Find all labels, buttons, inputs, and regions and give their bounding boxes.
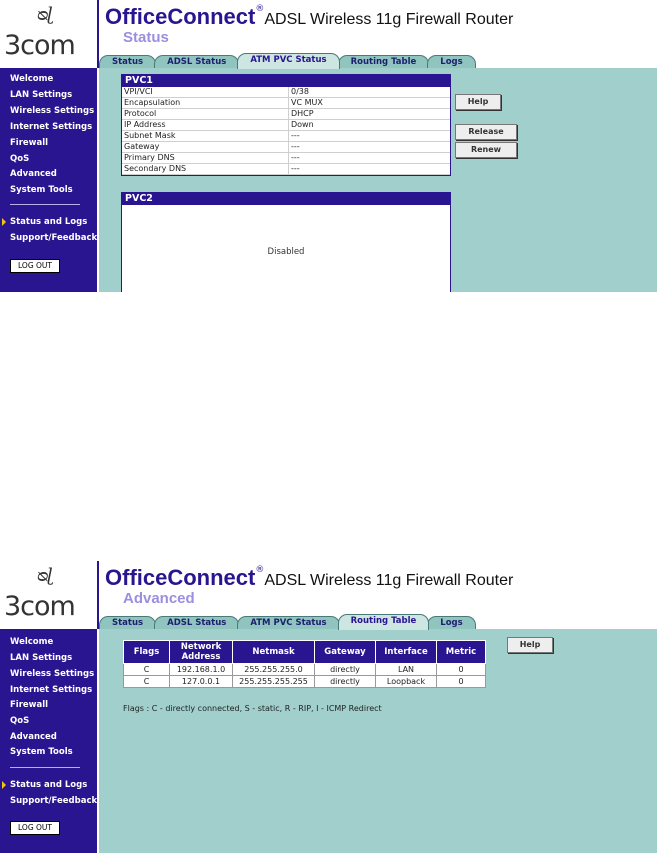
row-label: Protocol [122, 109, 289, 120]
sidebar-item-advanced[interactable]: Advanced [10, 169, 57, 179]
table-row [124, 664, 486, 676]
sidebar-item-wireless-settings[interactable]: Wireless Settings [10, 669, 95, 679]
pvc1-panel [121, 74, 451, 176]
row-label: Gateway [122, 142, 289, 153]
sidebar [0, 629, 97, 853]
sidebar-item-lan-settings[interactable]: LAN Settings [10, 90, 73, 100]
brand-subtitle: ADSL Wireless 11g Firewall Router [264, 11, 514, 28]
row-value: --- [289, 131, 451, 142]
logo [0, 561, 97, 629]
tab-logs[interactable]: Logs [427, 616, 475, 630]
header [99, 0, 657, 68]
cell: C [124, 664, 170, 676]
sidebar-item-qos[interactable]: QoS [10, 716, 30, 726]
sidebar-item-status-and-logs[interactable]: Status and Logs [10, 217, 88, 227]
sidebar-divider [10, 204, 80, 205]
brand-product: OfficeConnect [105, 4, 256, 29]
sidebar-item-wireless-settings[interactable]: Wireless Settings [10, 106, 95, 116]
tab-atm-pvc-status[interactable]: ATM PVC Status [237, 616, 339, 630]
sidebar-item-welcome[interactable]: Welcome [10, 74, 54, 84]
page-title: Status [123, 29, 169, 46]
pvc1-table [122, 87, 450, 175]
table-row [122, 109, 450, 120]
table-row [122, 153, 450, 164]
tab-adsl-status[interactable]: ADSL Status [154, 55, 239, 69]
sidebar-item-internet-settings[interactable]: Internet Settings [10, 685, 93, 695]
col-metric: Metric [437, 641, 486, 664]
row-value: --- [289, 164, 451, 175]
release-button[interactable]: Release [455, 124, 517, 140]
cell: Loopback [376, 676, 437, 688]
tab-status[interactable]: Status [99, 55, 156, 69]
tab-logs[interactable]: Logs [427, 55, 475, 69]
flags-legend: Flags : C - directly connected, S - static, R - RIP, I - ICMP Redirect [123, 704, 382, 713]
cell: 192.168.1.0 [170, 664, 233, 676]
col-netmask: Netmask [233, 641, 315, 664]
cell: 0 [437, 676, 486, 688]
tab-status[interactable]: Status [99, 616, 156, 630]
logo-text: 3com [4, 591, 75, 622]
sidebar-divider [10, 767, 80, 768]
col-gateway: Gateway [315, 641, 376, 664]
cell: 127.0.0.1 [170, 676, 233, 688]
brand-subtitle: ADSL Wireless 11g Firewall Router [264, 572, 514, 589]
tab-adsl-status[interactable]: ADSL Status [154, 616, 239, 630]
brand-reg: ® [255, 4, 265, 14]
tab-routing-table[interactable]: Routing Table [338, 614, 430, 630]
tab-atm-pvc-status[interactable]: ATM PVC Status [237, 53, 339, 69]
row-label: IP Address [122, 120, 289, 131]
col-interface: Interface [376, 641, 437, 664]
main-content [99, 68, 657, 292]
logo-mark: ᴓɭ [37, 4, 52, 25]
sidebar [0, 68, 97, 292]
logout-button[interactable]: LOG OUT [10, 821, 60, 835]
logo [0, 0, 97, 68]
screenshot-status [0, 0, 657, 292]
brand-title [105, 565, 513, 591]
page-title: Advanced [123, 590, 195, 607]
screenshot-routing-table [0, 561, 657, 853]
sidebar-item-support-feedback[interactable]: Support/Feedback [10, 796, 98, 806]
pvc2-panel [121, 192, 451, 292]
cell: 0 [437, 664, 486, 676]
brand-title [105, 4, 513, 30]
brand-reg: ® [255, 565, 265, 575]
logo-mark: ᴓɭ [37, 565, 52, 586]
table-row [122, 87, 450, 98]
row-label: Primary DNS [122, 153, 289, 164]
row-label: VPI/VCI [122, 87, 289, 98]
cell: 255.255.255.0 [233, 664, 315, 676]
cell: C [124, 676, 170, 688]
header [99, 561, 657, 629]
row-label: Encapsulation [122, 98, 289, 109]
row-value: VC MUX [289, 98, 451, 109]
col-flags: Flags [124, 641, 170, 664]
table-row [122, 164, 450, 175]
row-value: DHCP [289, 109, 451, 120]
table-row [122, 120, 450, 131]
cell: 255.255.255.255 [233, 676, 315, 688]
logout-button[interactable]: LOG OUT [10, 259, 60, 273]
row-value: Down [289, 120, 451, 131]
row-label: Secondary DNS [122, 164, 289, 175]
cell: LAN [376, 664, 437, 676]
sidebar-item-firewall[interactable]: Firewall [10, 138, 49, 148]
row-value: --- [289, 153, 451, 164]
table-row [122, 142, 450, 153]
tab-bar [99, 50, 474, 68]
sidebar-item-support-feedback[interactable]: Support/Feedback [10, 233, 98, 243]
table-row [122, 98, 450, 109]
sidebar-item-status-and-logs[interactable]: Status and Logs [10, 780, 88, 790]
cell: directly [315, 664, 376, 676]
sidebar-item-lan-settings[interactable]: LAN Settings [10, 653, 73, 663]
sidebar-item-system-tools[interactable]: System Tools [10, 185, 73, 195]
table-row [124, 676, 486, 688]
help-button[interactable]: Help [507, 637, 553, 653]
sidebar-item-welcome[interactable]: Welcome [10, 637, 54, 647]
routing-table [123, 640, 486, 688]
pvc1-title: PVC1 [122, 75, 450, 87]
sidebar-item-advanced[interactable]: Advanced [10, 732, 57, 742]
cell: directly [315, 676, 376, 688]
sidebar-item-system-tools[interactable]: System Tools [10, 747, 73, 757]
table-row [122, 131, 450, 142]
sidebar-item-firewall[interactable]: Firewall [10, 700, 49, 710]
logo-text: 3com [4, 30, 75, 61]
renew-button[interactable]: Renew [455, 142, 517, 158]
pvc2-title: PVC2 [122, 193, 450, 205]
tab-bar [99, 611, 474, 629]
tab-routing-table[interactable]: Routing Table [338, 55, 430, 69]
sidebar-item-internet-settings[interactable]: Internet Settings [10, 122, 93, 132]
sidebar-item-qos[interactable]: QoS [10, 154, 30, 164]
table-header-row [124, 641, 486, 664]
row-value: --- [289, 142, 451, 153]
col-network-address: Network Address [170, 641, 233, 664]
row-value: 0/38 [289, 87, 451, 98]
brand-product: OfficeConnect [105, 565, 256, 590]
pvc2-status: Disabled [267, 247, 305, 257]
row-label: Subnet Mask [122, 131, 289, 142]
help-button[interactable]: Help [455, 94, 501, 110]
main-content [99, 629, 657, 853]
